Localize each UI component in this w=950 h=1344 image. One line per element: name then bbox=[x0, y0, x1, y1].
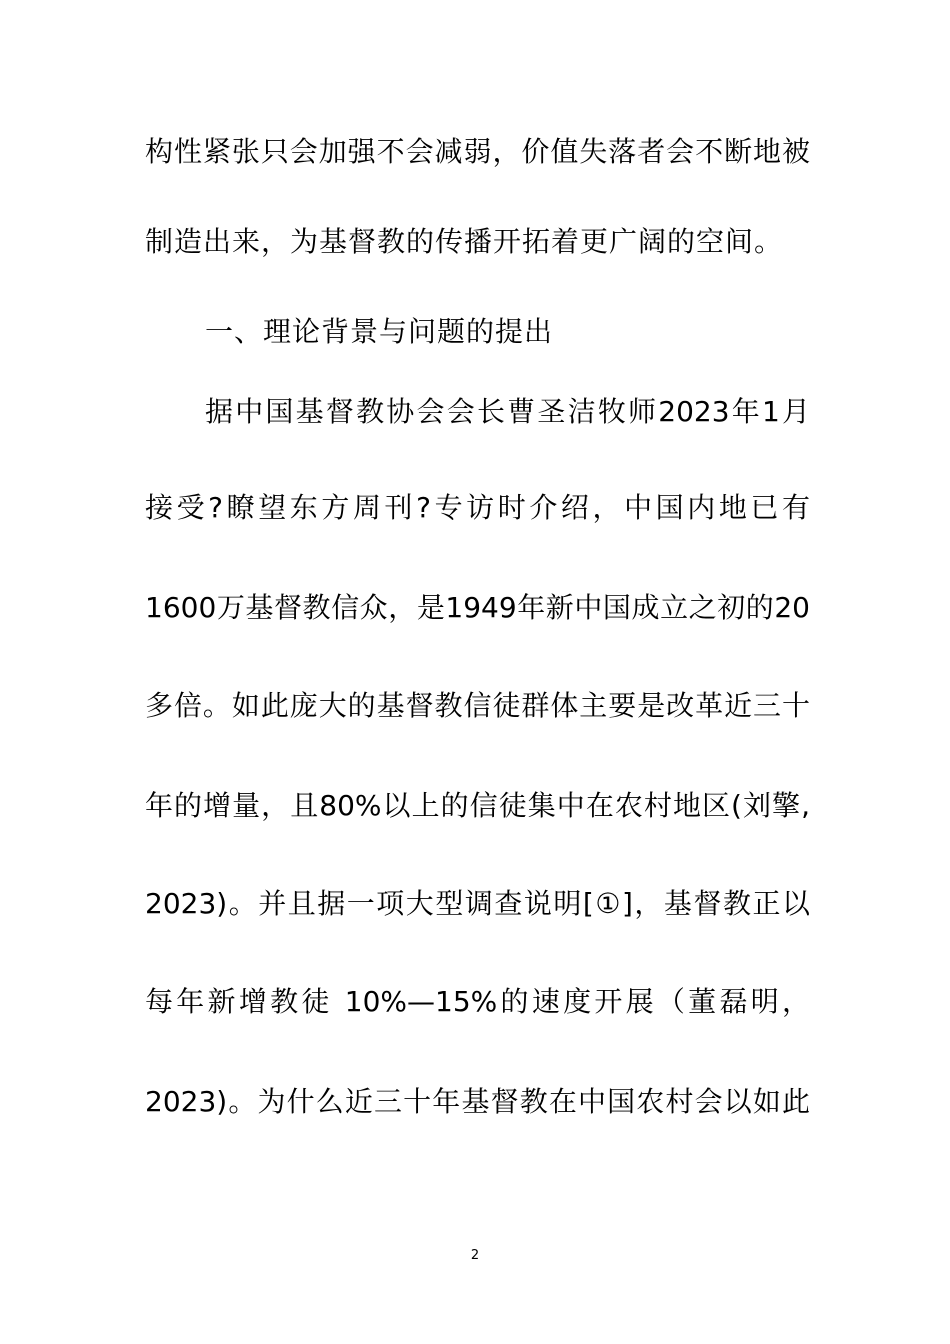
body-text-line: 接受?瞭望东方周刊?专访时介绍，中国内地已有 bbox=[145, 491, 810, 524]
body-text-line: 每年新增教徒 10%—15%的速度开展（董磊明， bbox=[145, 985, 810, 1018]
body-text-line: 1600万基督教信众，是1949年新中国成立之初的20 bbox=[145, 591, 810, 624]
body-text-line: 多倍。如此庞大的基督教信徒群体主要是改革近三十 bbox=[145, 689, 810, 722]
body-text-line: 2023)。为什么近三十年基督教在中国农村会以如此 bbox=[145, 1085, 810, 1118]
page-number: 2 bbox=[470, 1248, 480, 1263]
section-heading: 一、理论背景与问题的提出 bbox=[205, 315, 554, 348]
body-text-line: 2023)。并且据一项大型调查说明[①]，基督教正以 bbox=[145, 887, 810, 920]
body-text-line: 构性紧张只会加强不会减弱，价值失落者会不断地被 bbox=[145, 135, 810, 168]
body-text-line: 年的增量，且80%以上的信徒集中在农村地区(刘擎, bbox=[145, 789, 810, 822]
body-text-line: 据中国基督教协会会长曹圣洁牧师2023年1月 bbox=[205, 395, 810, 428]
body-text-line: 制造出来，为基督教的传播开拓着更广阔的空间。 bbox=[145, 225, 784, 258]
